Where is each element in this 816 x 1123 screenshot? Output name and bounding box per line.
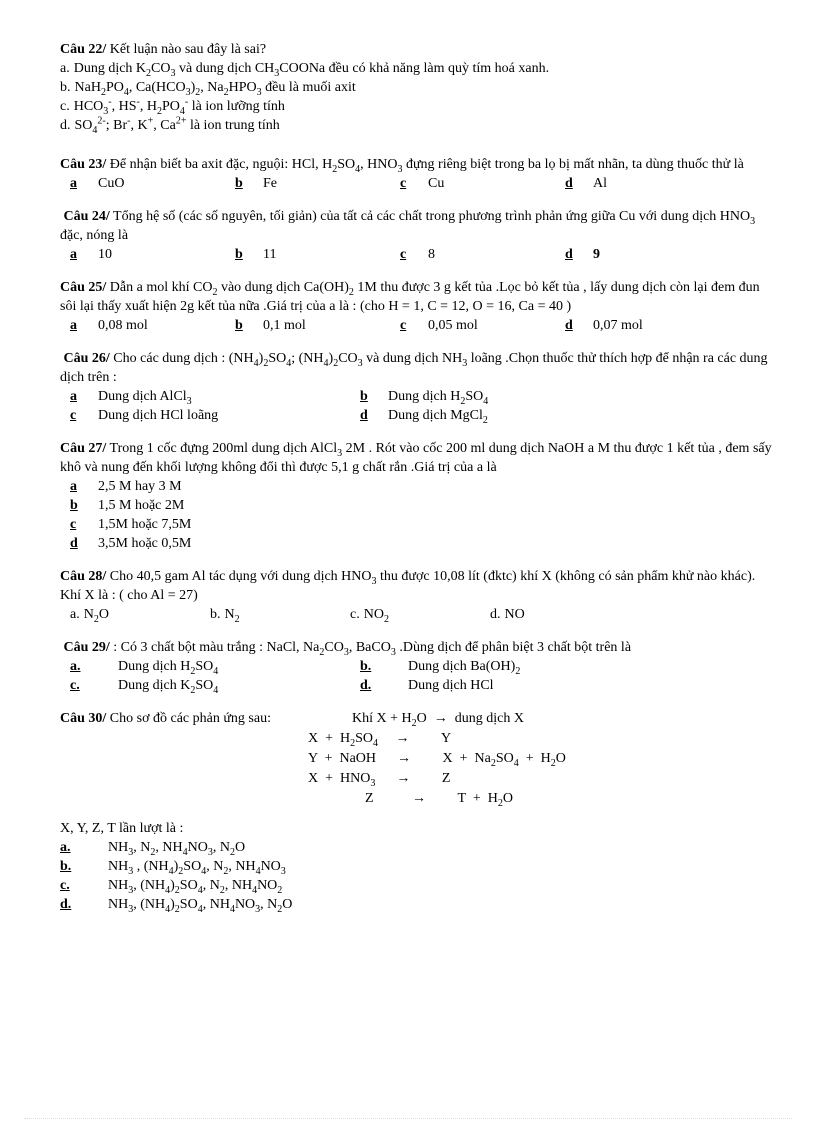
option-c[interactable]: c Dung dịch HCl loãng [70, 408, 219, 423]
question-number: Câu 25/ [60, 280, 107, 295]
question-number: Câu 30/ [60, 711, 107, 726]
question-stem [60, 439, 775, 477]
answer-options [60, 605, 775, 624]
option-b[interactable]: b 0,1 mol [235, 318, 306, 333]
option-d[interactable]: d 0,07 mol [565, 318, 643, 333]
question-25 [60, 278, 775, 335]
option-a[interactable]: a Dung dịch AlCl$_3$ [70, 389, 192, 407]
option-b[interactable]: b. $NH_3$ , $(NH_4)_2SO_4$, $N_2$, $NH_4NO_3$ [60, 859, 286, 877]
question-27 [60, 439, 775, 553]
option-a[interactable]: a. Dung dịch $H_2SO_4$ [70, 659, 219, 677]
question-number: Câu 24/ [63, 209, 110, 224]
question-stem [60, 567, 775, 605]
option-c[interactable]: c. $HCO_3^-$, HS-, $H_2PO_4^-$ là ion lưỡng tính [60, 96, 285, 117]
option-a[interactable]: a 10 [70, 247, 112, 262]
question-text: Cho 40,5 gam Al tác dụng với dung dịch $HNO_3$ thu được 10,08 lít (đktc) khí X (không có sản phẩm khử nào khác). Khí X là : ( cho Al = 27) [60, 569, 756, 603]
answer-options [60, 59, 775, 135]
question-stem [60, 207, 775, 245]
question-prompt: X, Y, Z, T lần lượt là : [60, 821, 184, 836]
question-number: Câu 23/ [60, 157, 107, 172]
option-c[interactable]: c. $NH_3$, $(NH_4)_2SO_4$, $N_2$, $NH_4NO_2$ [60, 878, 283, 896]
question-24 [60, 207, 775, 264]
option-a[interactable]: a. Dung dịch $K_2CO_3$ và dung dịch $CH_3COONa$ đều có khả năng làm quỳ tím hoá xanh. [60, 61, 550, 79]
reaction-line-4: $X + HNO_3$ → Z [308, 771, 451, 789]
option-c[interactable]: c. $NO_2$ [350, 607, 389, 625]
answer-options [60, 245, 775, 264]
question-text: : Có 3 chất bột màu trắng : NaCl, $Na_2CO_3$, BaCO$_3$ .Dùng dịch để phân biệt 3 chất bột trên là [113, 640, 632, 658]
option-d[interactable]: d. Dung dịch HCl [360, 678, 494, 693]
question-28 [60, 567, 775, 624]
option-c[interactable]: c 0,05 mol [400, 318, 478, 333]
option-d[interactable]: d 3,5M hoặc 0,5M [70, 536, 192, 551]
answer-options [60, 477, 775, 553]
option-b[interactable]: b 11 [235, 247, 277, 262]
question-23 [60, 155, 775, 193]
option-c[interactable]: c 8 [400, 247, 435, 262]
option-d[interactable]: d 9 [565, 247, 600, 262]
option-d[interactable]: d Dung dịch MgCl$_2$ [360, 408, 488, 426]
option-b[interactable]: b Fe [235, 176, 277, 191]
option-b[interactable]: b. Dung dịch $Ba(OH)_2$ [360, 659, 521, 677]
answer-options [60, 174, 775, 193]
question-text: Cho các dung dịch : $(NH_4)_2SO_4$; $(NH_4)_2CO_3$ và dung dịch $NH_3$ loãng .Chọn thuốc thử thích hợp để nhận ra các dung dịch trên : [60, 351, 768, 385]
question-number: Câu 27/ [60, 441, 107, 456]
reaction-line-1: Khí $X + H_2O$ → dung dịch X [352, 711, 524, 729]
question-number: Câu 29/ [63, 640, 110, 655]
question-stem [60, 155, 775, 174]
option-a[interactable]: a. $NH_3$, $N_2$, $NH_4NO_3$, $N_2O$ [60, 840, 246, 858]
reaction-line-5: Z → $T + H_2O$ [365, 791, 513, 809]
option-a[interactable]: a 0,08 mol [70, 318, 148, 333]
option-a[interactable]: a 2,5 M hay 3 M [70, 479, 182, 494]
question-22 [60, 40, 775, 135]
option-b[interactable]: b 1,5 M hoặc 2M [70, 498, 185, 513]
question-stem [60, 40, 775, 59]
option-b[interactable]: b. $NaH_2PO_4$, $Ca(HCO_3)_2$, $Na_2HPO_3$ đều là muối axit [60, 80, 356, 98]
question-number: Câu 22/ [60, 42, 107, 57]
question-26 [60, 349, 775, 425]
exam-page [60, 40, 775, 928]
answer-options [60, 316, 775, 335]
answer-options [60, 657, 775, 695]
page-footer-rule [24, 1118, 792, 1119]
question-text: Trong 1 cốc đựng 200ml dung dịch AlCl$_3$ 2M . Rót vào cốc 200 ml dung dịch NaOH a M thu được 1 kết tủa , đem sấy khô và nung đến khối lượng không đổi thì được 5,1 g chất rắn .Giá trị của a là [60, 441, 772, 475]
question-number: Câu 26/ [63, 351, 110, 366]
option-c[interactable]: c 1,5M hoặc 7,5M [70, 517, 192, 532]
option-d[interactable]: d Al [565, 176, 607, 191]
question-text: Cho sơ đồ các phản ứng sau: [109, 711, 271, 726]
reaction-line-3: Y + NaOH → $X + Na_2SO_4 + H_2O$ [308, 751, 566, 769]
question-text: Để nhận biết ba axit đặc, nguội: HCl, $H_2SO_4$, $HNO_3$ đựng riêng biệt trong ba lọ bị mất nhãn, ta dùng thuốc thử là [109, 157, 744, 175]
option-d[interactable]: d. NO [490, 607, 525, 622]
question-text: Kết luận nào sau đây là sai? [109, 42, 267, 57]
question-text: Dẫn a mol khí $CO_2$ vào dung dịch $Ca(OH)_2$ 1M thu được 3 g kết tủa .Lọc bỏ kết tủa , lấy dung dịch còn lại đem đun sôi lại thấy xuất hiện 2g kết tủa nữa .Giá trị của a là : (cho H = 1, C = 12, O = 16, Ca = 40 ) [60, 280, 760, 314]
option-d[interactable]: d. $NH_3$, $(NH_4)_2SO_4$, $NH_4NO_3$, $N_2O$ [60, 897, 293, 915]
option-b[interactable]: b Dung dịch $H_2SO_4$ [360, 389, 489, 407]
question-text: Tổng hệ số (các số nguyên, tối giản) của tất cả các chất trong phương trình phản ứng giữa Cu với dung dịch $HNO_3$ đặc, nóng là [60, 209, 756, 243]
question-stem [60, 349, 775, 387]
question-stem [60, 278, 775, 316]
option-a[interactable]: a CuO [70, 176, 125, 191]
reaction-scheme [60, 709, 775, 819]
question-30 [60, 709, 775, 914]
option-c[interactable]: c. Dung dịch $K_2SO_4$ [70, 678, 219, 696]
question-stem [60, 638, 775, 657]
option-d[interactable]: d. $SO_4^{2-}$; Br-, K+, $Ca^{2+}$ là ion trung tính [60, 115, 280, 136]
question-number: Câu 28/ [60, 569, 107, 584]
option-b[interactable]: b. $N_2$ [210, 607, 240, 625]
question-stem [60, 709, 271, 728]
question-29 [60, 638, 775, 695]
answer-options [60, 838, 775, 914]
reaction-line-2: $X + H_2SO_4$ → Y [308, 731, 452, 749]
option-c[interactable]: c Cu [400, 176, 445, 191]
answer-options [60, 387, 775, 425]
option-a[interactable]: a. $N_2O$ [70, 607, 109, 625]
